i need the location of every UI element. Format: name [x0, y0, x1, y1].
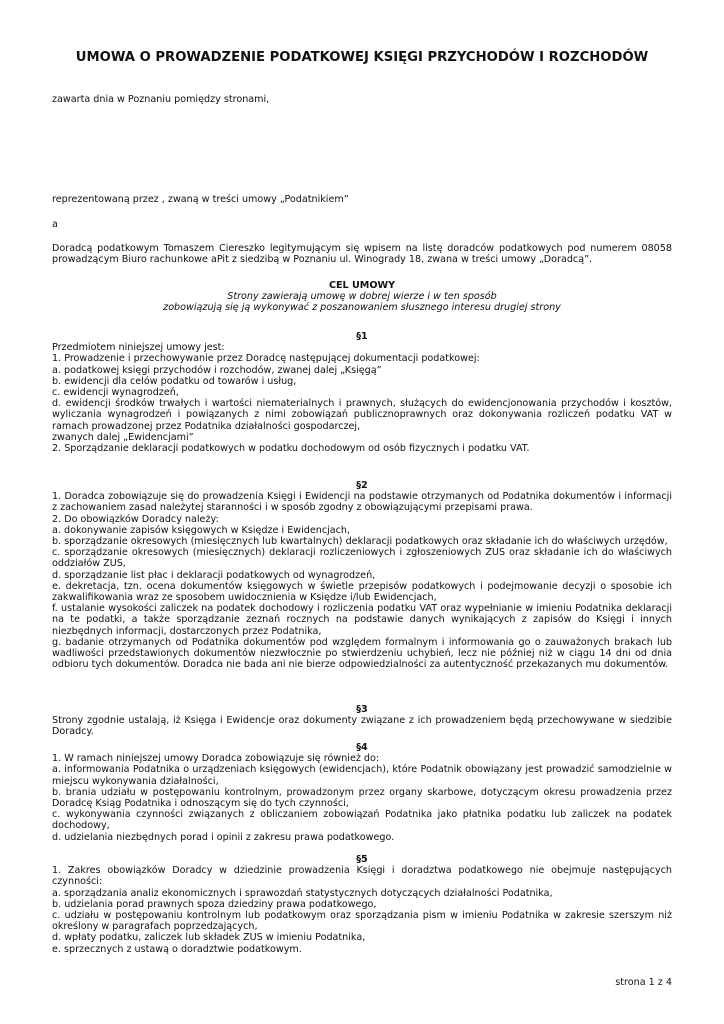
s5-line: a. sporządzania analiz ekonomicznych i sprawozdań statystycznych dotyczących działalności Podatnika,: [52, 887, 553, 899]
s2-line: g. badanie otrzymanych od Podatnika dokumentów pod względem formalnym i informowania go o zauważonych brakach lub wadliwości przedstawionych dokumentów niezwłocznie po stwierdzeniu uchybień, lecz nie później niż w ciągu 14 dni od dnia odbioru tych dokumentów. Doradca nie bada ani nie bierze odpowiedzialności za autentyczność przekazanych mu dokumentów.: [52, 636, 672, 671]
s4-line: d. udzielania niezbędnych porad i opinii z zakresu prawa podatkowego.: [52, 831, 395, 843]
s2-line: e. dekretacja, tzn. ocena dokumentów księgowych w świetle przepisów podatkowych i podejmowanie decyzji o sposobie ich zakwalifikowania wraz ze sposobem uwidocznienia w Księdze i/lub Ewidencjach,: [52, 580, 672, 604]
s4-line: b. brania udziału w postępowaniu kontrolnym, prowadzonym przez organy skarbowe, dotyczącym okresu prowadzenia przez Doradcę Ksiąg Podatnika i odnoszącym się do tych czynności,: [52, 786, 672, 810]
goal-heading: CEL UMOWY: [328, 280, 396, 291]
s1-line: 2. Sporządzanie deklaracji podatkowych w podatku dochodowym od osób fizycznych i podatku VAT.: [52, 443, 530, 455]
s5-line: 1. Zakres obowiązków Doradcy w dziedzinie prowadzenia Księgi i doradztwa podatkowego nie obejmuje następujących czynności:: [52, 865, 672, 888]
s1-line: zwanych dalej „Ewidencjami”: [52, 431, 194, 443]
goal-section: [52, 280, 672, 314]
s1-line: d. ewidencji środków trwałych i wartości niematerialnych i prawnych, służących do ewidencjonowania przychodów i kosztów, wyliczania wynagrodzeń i powiązanych z nimi zobowiązań publicznoprawnych oraz dokonywania rozliczeń podatku VAT w ramach prowadzonej przez Podatnika działalności gospodarczej,: [52, 398, 672, 432]
s2-line: d. sporządzanie list płac i deklaracji podatkowych od wynagrodzeń,: [52, 569, 376, 581]
page-number: strona 1 z 4: [615, 977, 672, 988]
represented-text: reprezentowaną przez , zwaną w treści umowy „Podatnikiem”: [52, 194, 349, 205]
s5-line: d. wpłaty podatku, zaliczek lub składek ZUS w imieniu Podatnika,: [52, 932, 366, 944]
section-2-heading: §2: [356, 480, 368, 491]
advisor-paragraph: Doradcą podatkowym Tomaszem Ciereszko legitymującym się wpisem na listę doradców podatkowych pod numerem 08058 prowadzącym Biuro rachunkowe aPit z siedzibą w Poznaniu ul. Winogrady 18, zwana w treści umowy „Doradcą”.: [52, 243, 672, 266]
goal-line-1: Strony zawierają umowę w dobrej wierze i w ten sposób: [227, 291, 497, 303]
s5-line: b. udzielania porad prawnych spoza dziedziny prawa podatkowego,: [52, 898, 377, 910]
section-5: [52, 854, 672, 955]
s4-line: a. informowania Podatnika o urządzeniach księgowych (ewidencjach), które Podatnik obowiązany jest prowadzić samodzielnie w miejscu wykonywania działalności,: [52, 764, 672, 787]
s2-line: f. ustalanie wysokości zaliczek na podatek dochodowy i rozliczenia podatku VAT oraz wypełnianie w imieniu Podatnika deklaracji na te podatki, a także sporządzanie zeznań rocznych na podstawie danych wynikających z zapisów do Księgi i innych niezbędnych informacji, dostarczonych przez Podatnika,: [52, 603, 672, 637]
s1-line: b. ewidencji dla celów podatku od towarów i usług,: [52, 375, 297, 387]
s1-line: a. podatkowej księgi przychodów i rozchodów, zwanej dalej „Księgą”: [52, 364, 382, 376]
document-title: UMOWA O PROWADZENIE PODATKOWEJ KSIĘGI PRZYCHODÓW I ROZCHODÓW: [75, 50, 649, 65]
section-4-heading: §4: [356, 742, 368, 753]
s4-line: 1. W ramach niniejszej umowy Doradca zobowiązuje się również do:: [52, 753, 380, 765]
section-1-heading: §1: [356, 331, 368, 342]
s4-line: c. wykonywania czynności związanych z obliczaniem zobowiązań Podatnika jako płatnika podatku lub zaliczek na podatek dochodowy,: [52, 809, 672, 832]
section-4: [52, 742, 672, 843]
intro-text: zawarta dnia w Poznaniu pomiędzy stronami,: [52, 94, 270, 105]
goal-line-2: zobowiązują się ją wykonywać z poszanowaniem słusznego interesu drugiej strony: [163, 302, 561, 314]
s2-line: 2. Do obowiązków Doradcy należy:: [52, 513, 219, 525]
section-3-heading: §3: [356, 704, 368, 715]
s1-line: 1. Prowadzenie i przechowywanie przez Doradcę następującej dokumentacji podatkowej:: [52, 353, 480, 365]
section-3: [52, 704, 672, 738]
s2-line: a. dokonywanie zapisów księgowych w Księdze i Ewidencjach,: [52, 524, 351, 536]
s2-line: 1. Doradca zobowiązuje się do prowadzenia Księgi i Ewidencji na podstawie otrzymanych od Podatnika dokumentów i informacji z zachowaniem zasad należytej staranności i w sposób zgodny z obowiązującymi przepisami prawa.: [52, 491, 672, 514]
section-1: [52, 331, 672, 454]
s5-line: c. udziału w postępowaniu kontrolnym lub podatkowym oraz sporządzania pism w imieniu Podatnika w zakresie szerszym niż określony w paragrafach poprzedzających,: [52, 910, 672, 933]
s2-line: b. sporządzanie okresowych (miesięcznych lub kwartalnych) deklaracji podatkowych oraz składanie ich do właściwych urzędów,: [52, 536, 668, 548]
s1-line: Przedmiotem niniejszej umowy jest:: [52, 342, 225, 354]
s2-line: c. sporządzanie okresowych (miesięcznych) deklaracji rozliczeniowych i zgłoszeniowych ZUS oraz składanie ich do właściwych oddziałów ZUS,: [52, 547, 672, 570]
s5-line: e. sprzecznych z ustawą o doradztwie podatkowym.: [52, 943, 302, 955]
and-text: a: [52, 219, 58, 230]
s1-line: c. ewidencji wynagrodzeń,: [52, 387, 179, 399]
section-2: [52, 480, 672, 670]
section-5-heading: §5: [356, 854, 368, 865]
s3-line: Strony zgodnie ustalają, iż Księga i Ewidencje oraz dokumenty związane z ich prowadzeniem będą przechowywane w siedzibie Doradcy.: [52, 715, 672, 738]
